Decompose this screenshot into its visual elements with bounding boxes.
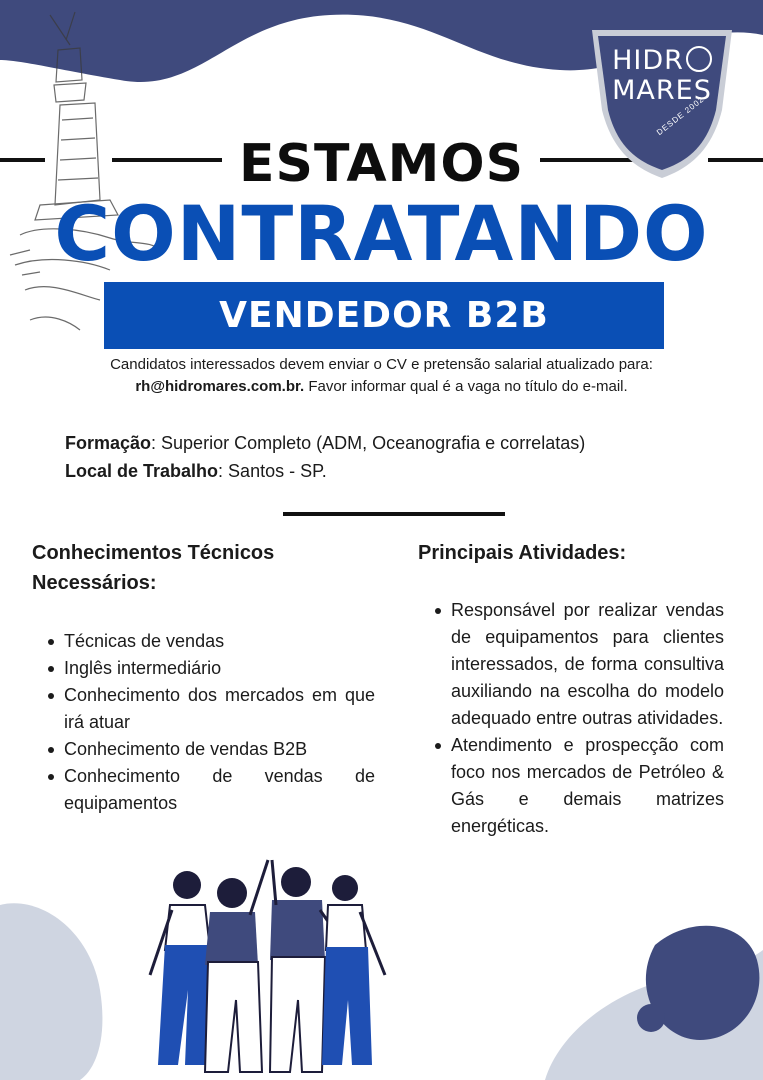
list-item: Técnicas de vendas: [32, 628, 375, 655]
contact-line2: [60, 376, 703, 398]
team-high-five-illustration: [150, 860, 385, 1072]
bottom-right-dot: [637, 1004, 665, 1032]
location-label: Local de Trabalho: [65, 461, 219, 481]
activities-section: [418, 538, 724, 568]
requirements-block: [65, 429, 585, 485]
wave-logo-icon: [686, 46, 712, 72]
logo-text-line1: HIDR: [612, 45, 684, 76]
education-row: [65, 429, 585, 457]
position-banner: [104, 282, 664, 349]
contact-line2-rest: Favor informar qual é a vaga no título do e-mail.: [304, 378, 628, 395]
bottom-left-blob: [0, 903, 102, 1080]
list-item: Conhecimento de vendas de equipamentos: [32, 763, 375, 817]
logo-text-line2: MARES: [612, 75, 712, 106]
logo-since: DESDE 2002: [655, 94, 706, 138]
list-item: Conhecimento dos mercados em que irá atuar: [32, 682, 375, 736]
education-label: Formação: [65, 433, 152, 453]
location-row: [65, 457, 585, 485]
list-item: Inglês intermediário: [32, 655, 375, 682]
headline-top: ESTAMOS: [238, 134, 525, 194]
technical-title-line2: Necessários:: [32, 572, 157, 594]
technical-knowledge-section: [32, 538, 375, 598]
contact-line1: Candidatos interessados devem enviar o CV e pretensão salarial atualizado para:: [110, 356, 653, 373]
list-item: Responsável por realizar vendas de equipamentos para clientes interessados, de forma consultiva auxiliando na escolha do modelo adequado entre outras atividades.: [418, 597, 724, 732]
list-item: Atendimento e prospecção com foco nos mercados de Petróleo & Gás e demais matrizes energéticas.: [418, 732, 724, 840]
location-value: : Santos - SP.: [218, 461, 327, 481]
headline-main: CONTRATANDO: [54, 189, 709, 278]
technical-list: [32, 628, 375, 817]
technical-title-line1: Conhecimentos Técnicos: [32, 542, 275, 564]
activities-list: [418, 597, 724, 840]
contact-email[interactable]: rh@hidromares.com.br.: [135, 378, 305, 395]
position-title: VENDEDOR B2B: [219, 295, 549, 336]
list-item: Conhecimento de vendas B2B: [32, 736, 375, 763]
education-value: : Superior Completo (ADM, Oceanografia e correlatas): [151, 433, 586, 453]
contact-instructions: [60, 354, 703, 398]
company-logo: [598, 46, 726, 106]
activities-title: Principais Atividades:: [418, 542, 627, 564]
section-divider: [283, 512, 505, 516]
